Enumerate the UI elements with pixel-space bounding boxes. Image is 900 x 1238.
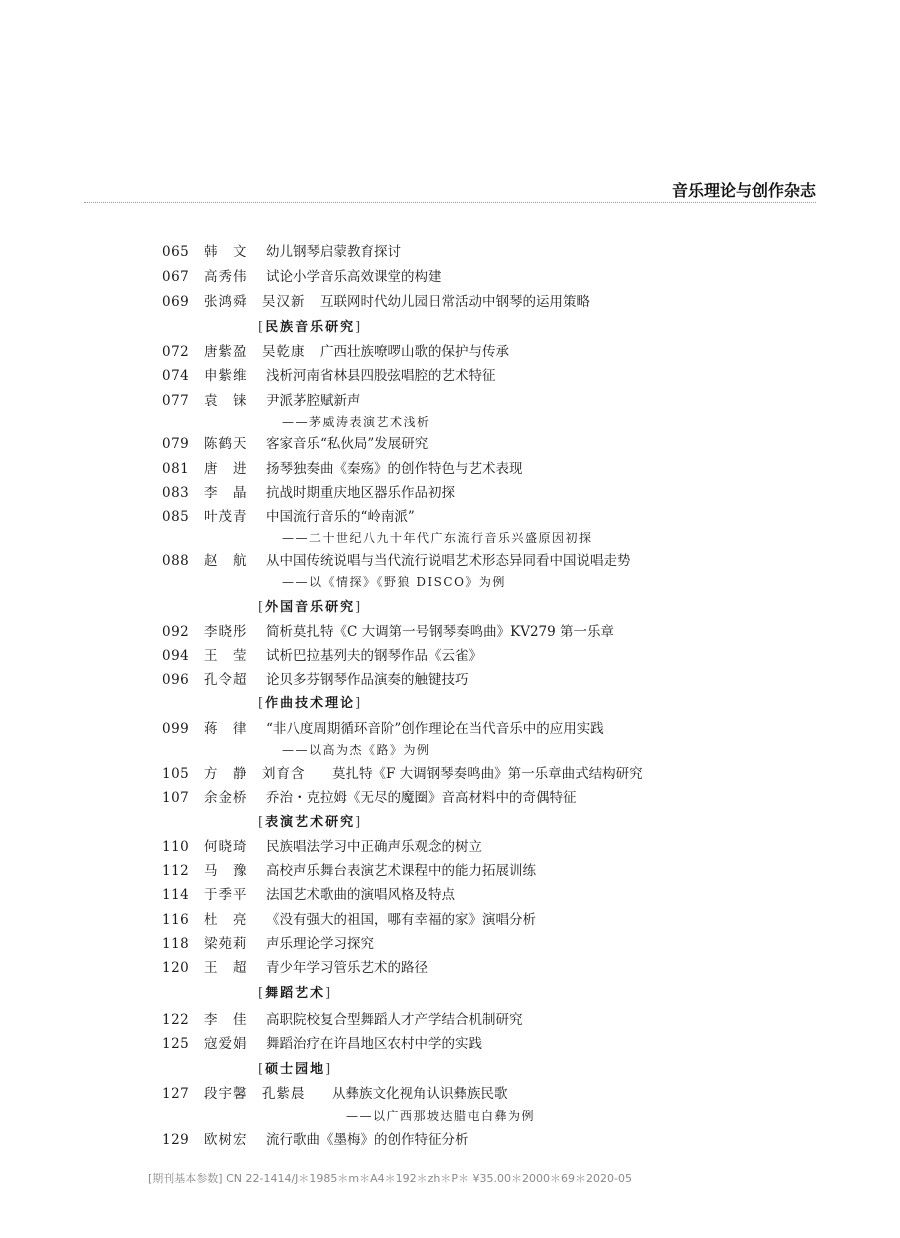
author-name: 王 超 (204, 960, 248, 976)
article-title: 民族唱法学习中正确声乐观念的树立 (266, 839, 482, 855)
page-number: 077 (162, 393, 190, 409)
page-number: 105 (162, 766, 190, 782)
page-number: 069 (162, 294, 190, 310)
article-title: 扬琴独奏曲《秦殇》的创作特色与艺术表现 (266, 461, 523, 477)
article-title: 试析巴拉基列夫的钢琴作品《云雀》 (266, 648, 482, 664)
bracket-right: ] (355, 320, 363, 335)
author-name: 杜 亮 (204, 912, 248, 928)
article-subtitle: ——以广西那坡达腊屯白彝为例 (346, 1109, 536, 1123)
bracket-right: ] (355, 815, 363, 830)
bracket-right: ] (325, 986, 333, 1001)
page-number: 116 (162, 912, 190, 928)
page-number: 081 (162, 461, 190, 477)
page-number: 088 (162, 553, 190, 569)
author-name: 于季平 (204, 887, 248, 903)
author-name: 李晓彤 (204, 624, 248, 640)
bracket-right: ] (355, 696, 363, 711)
header-divider (84, 202, 816, 203)
article-title: 论贝多芬钢琴作品演奏的触键技巧 (266, 672, 469, 688)
author-name: 余金桥 (204, 790, 248, 806)
article-subtitle: ——二十世纪八九十年代广东流行音乐兴盛原因初探 (282, 531, 593, 545)
journal-title: 音乐理论与创作杂志 (671, 181, 816, 200)
section-heading (258, 1060, 332, 1080)
article-title: 莫扎特《F 大调钢琴奏鸣曲》第一乐章曲式结构研究 (332, 766, 643, 782)
article-title: 抗战时期重庆地区器乐作品初探 (266, 485, 455, 501)
author-name: 王 莹 (204, 648, 248, 664)
bracket-left: [ (258, 696, 266, 711)
page-number: 096 (162, 672, 190, 688)
page-number: 112 (162, 863, 190, 879)
author-name: 马 豫 (204, 863, 248, 879)
page-number: 067 (162, 269, 190, 285)
article-title: 简析莫扎特《C 大调第一号钢琴奏鸣曲》KV279 第一乐章 (266, 624, 615, 640)
page-number: 122 (162, 1012, 190, 1028)
page-number: 092 (162, 624, 190, 640)
article-title: 流行歌曲《墨梅》的创作特征分析 (266, 1132, 469, 1148)
author-name: 李 佳 (204, 1012, 248, 1028)
author-name: 赵 航 (204, 553, 248, 569)
article-title: 法国艺术歌曲的演唱风格及特点 (266, 887, 455, 903)
page-number: 079 (162, 436, 190, 452)
author-name: 李 晶 (204, 485, 248, 501)
article-title: 乔治・克拉姆《无尽的魔圈》音高材料中的奇偶特征 (266, 790, 577, 806)
page-number: 118 (162, 936, 190, 952)
article-title: 从彝族文化视角认识彝族民歌 (332, 1086, 508, 1102)
page-number: 127 (162, 1086, 190, 1102)
article-subtitle: ——以《情探》《野狼 DISCO》为例 (282, 575, 506, 589)
section-label: 表演艺术研究 (265, 815, 356, 830)
author-name: 袁 铼 (204, 393, 248, 409)
section-label: 作曲技术理论 (265, 696, 356, 711)
author-name: 梁苑莉 (204, 936, 248, 952)
article-title: 互联网时代幼儿园日常活动中钢琴的运用策略 (320, 294, 590, 310)
page-number: 099 (162, 721, 190, 737)
section-heading (258, 598, 362, 618)
author-name: 唐紫盈 吴乾康 (204, 344, 306, 360)
section-heading (258, 318, 362, 338)
section-heading (258, 694, 362, 714)
page-number: 110 (162, 839, 190, 855)
article-title: 幼儿钢琴启蒙教育探讨 (266, 244, 401, 260)
section-label: 舞蹈艺术 (265, 986, 326, 1001)
bracket-left: [ (258, 986, 266, 1001)
page-number: 129 (162, 1132, 190, 1148)
section-label: 外国音乐研究 (265, 600, 356, 615)
bracket-right: ] (325, 1062, 333, 1077)
author-name: 方 静 刘育含 (204, 766, 306, 782)
author-name: 叶茂青 (204, 509, 248, 525)
author-name: 何晓琦 (204, 839, 248, 855)
article-subtitle: ——以高为杰《路》为例 (282, 743, 431, 757)
author-name: 寇爱娟 (204, 1036, 248, 1052)
article-title: 客家音乐“私伙局”发展研究 (266, 436, 429, 452)
bracket-right: ] (355, 600, 363, 615)
article-title: 高职院校复合型舞蹈人才产学结合机制研究 (266, 1012, 523, 1028)
article-title: “非八度周期循环音阶”创作理论在当代音乐中的应用实践 (266, 721, 604, 737)
page-number: 065 (162, 244, 190, 260)
bracket-left: [ (258, 815, 266, 830)
bracket-left: [ (258, 600, 266, 615)
article-subtitle: ——茅威涛表演艺术浅析 (282, 415, 431, 429)
page-number: 120 (162, 960, 190, 976)
author-name: 申紫维 (204, 368, 248, 384)
article-title: 广西壮族嘹啰山歌的保护与传承 (320, 344, 509, 360)
section-heading (258, 813, 362, 833)
author-name: 孔令超 (204, 672, 248, 688)
article-title: 舞蹈治疗在许昌地区农村中学的实践 (266, 1036, 482, 1052)
page-number: 083 (162, 485, 190, 501)
author-name: 蒋 律 (204, 721, 248, 737)
page-number: 085 (162, 509, 190, 525)
section-label: 民族音乐研究 (265, 320, 356, 335)
section-heading (258, 984, 332, 1004)
author-name: 陈鹤天 (204, 436, 248, 452)
author-name: 段宇馨 孔紫晨 (204, 1086, 306, 1102)
article-title: 尹派茅腔赋新声 (266, 393, 361, 409)
article-title: 《没有强大的祖国，哪有幸福的家》演唱分析 (266, 912, 536, 928)
author-name: 张鸿舜 吴汉新 (204, 294, 306, 310)
article-title: 高校声乐舞台表演艺术课程中的能力拓展训练 (266, 863, 536, 879)
article-title: 从中国传统说唱与当代流行说唱艺术形态异同看中国说唱走势 (266, 553, 631, 569)
bracket-left: [ (258, 320, 266, 335)
page-number: 094 (162, 648, 190, 664)
article-title: 中国流行音乐的“岭南派” (266, 509, 415, 525)
page-number: 125 (162, 1036, 190, 1052)
article-title: 试论小学音乐高效课堂的构建 (266, 269, 442, 285)
author-name: 高秀伟 (204, 269, 248, 285)
page-number: 114 (162, 887, 190, 903)
author-name: 欧树宏 (204, 1132, 248, 1148)
author-name: 唐 进 (204, 461, 248, 477)
page-number: 107 (162, 790, 190, 806)
page-number: 072 (162, 344, 190, 360)
section-label: 硕士园地 (265, 1062, 326, 1077)
article-title: 浅析河南省林县四股弦唱腔的艺术特征 (266, 368, 496, 384)
bracket-left: [ (258, 1062, 266, 1077)
author-name: 韩 文 (204, 244, 248, 260)
article-title: 声乐理论学习探究 (266, 936, 374, 952)
page-number: 074 (162, 368, 190, 384)
journal-parameters-footer: [期刊基本参数] CN 22-1414/J＊1985＊m＊A4＊192＊zh＊P＊ ¥35.00＊2000＊69＊2020-05 (148, 1172, 632, 1185)
article-title: 青少年学习管乐艺术的路径 (266, 960, 428, 976)
